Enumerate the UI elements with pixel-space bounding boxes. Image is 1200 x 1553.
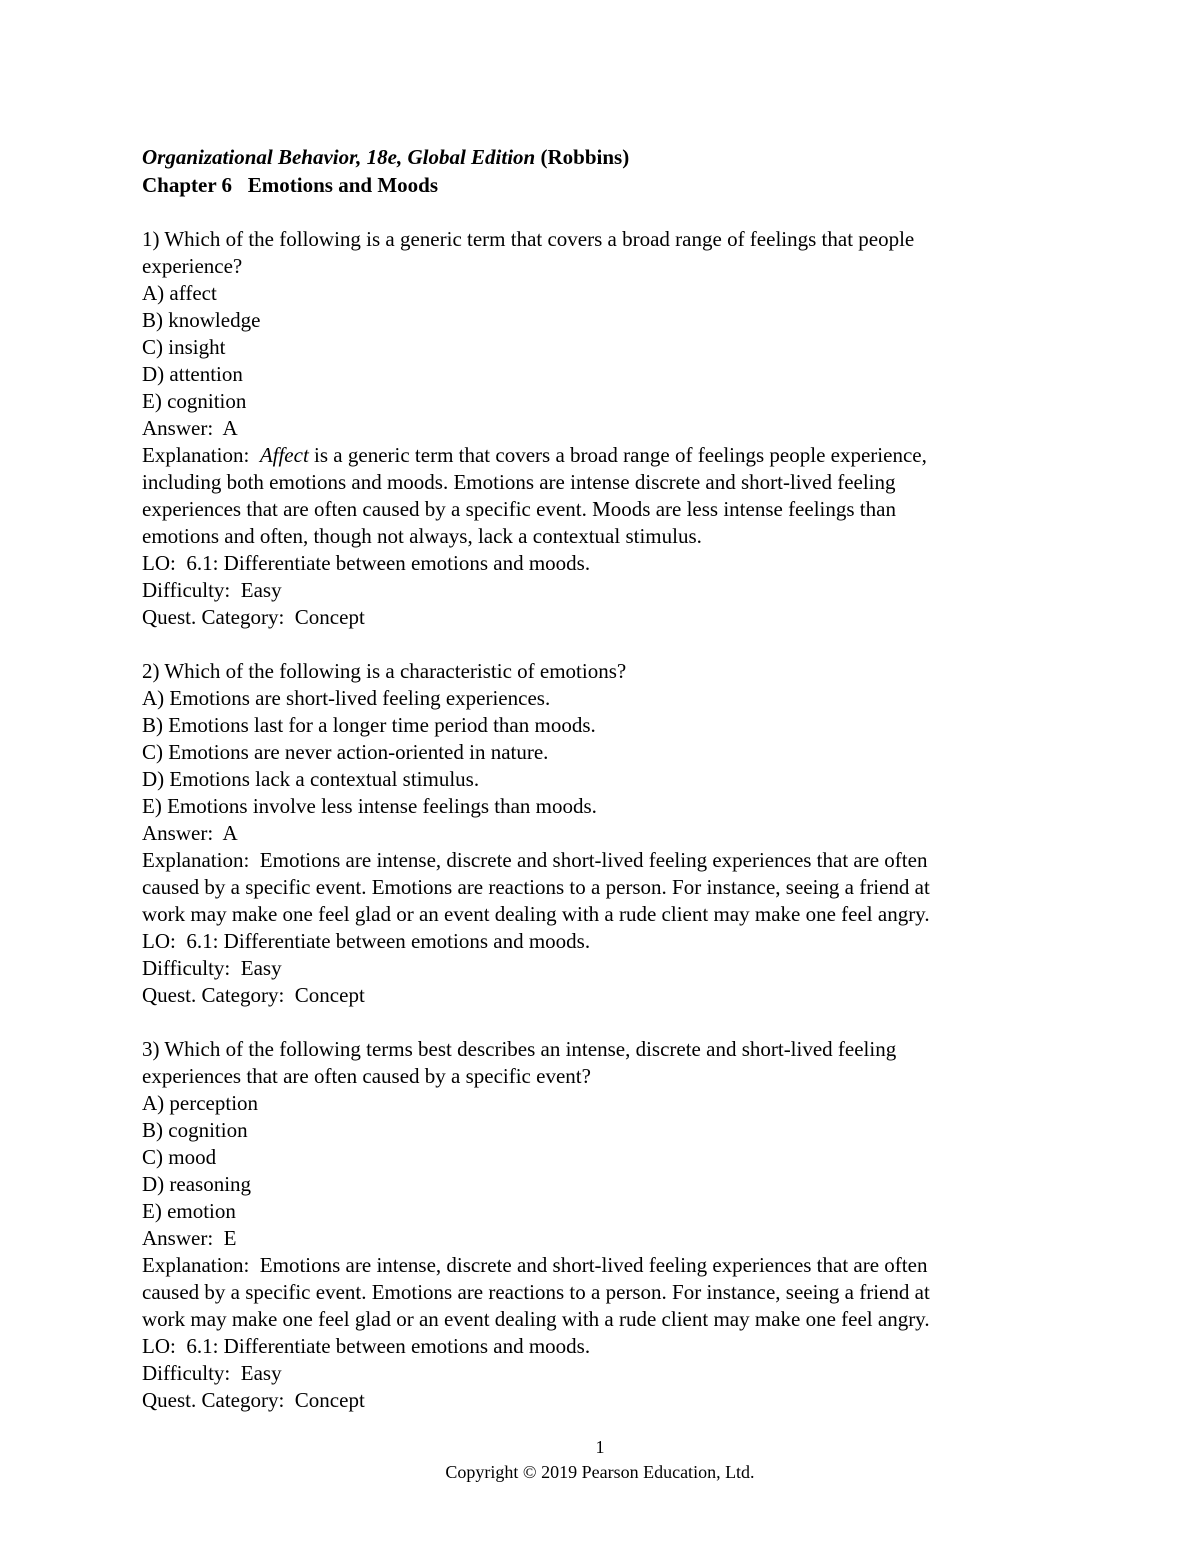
answer: Answer: A	[142, 416, 238, 440]
option-d: D) Emotions lack a contextual stimulus.	[142, 767, 480, 791]
learning-objective: LO: 6.1: Differentiate between emotions and moods.	[142, 929, 591, 953]
page-number: 1	[595, 1437, 605, 1457]
question-1	[142, 226, 1042, 631]
explanation-line: including both emotions and moods. Emotions are intense discrete and short-lived feeling	[142, 470, 896, 494]
option-a: A) Emotions are short-lived feeling experiences.	[142, 686, 551, 710]
question-category: Quest. Category: Concept	[142, 605, 365, 629]
learning-objective: LO: 6.1: Differentiate between emotions and moods.	[142, 1334, 591, 1358]
spacer	[142, 1009, 1042, 1036]
option-c: C) Emotions are never action-oriented in nature.	[142, 740, 549, 764]
question-stem-cont: experience?	[142, 254, 243, 278]
book-title-line	[142, 143, 1042, 171]
spacer	[142, 199, 1042, 226]
option-e: E) cognition	[142, 389, 247, 413]
difficulty: Difficulty: Easy	[142, 956, 282, 980]
question-stem: 2) Which of the following is a characteristic of emotions?	[142, 659, 627, 683]
option-a: A) affect	[142, 281, 217, 305]
book-title: Organizational Behavior, 18e, Global Edition	[142, 145, 536, 169]
answer: Answer: A	[142, 821, 238, 845]
option-b: B) Emotions last for a longer time period than moods.	[142, 713, 596, 737]
copyright-notice: Copyright © 2019 Pearson Education, Ltd.	[445, 1462, 755, 1482]
question-category: Quest. Category: Concept	[142, 983, 365, 1007]
question-category: Quest. Category: Concept	[142, 1388, 365, 1412]
difficulty: Difficulty: Easy	[142, 578, 282, 602]
explanation-line: work may make one feel glad or an event dealing with a rude client may make one feel angry.	[142, 902, 930, 926]
difficulty: Difficulty: Easy	[142, 1361, 282, 1385]
question-stem-cont: experiences that are often caused by a specific event?	[142, 1064, 591, 1088]
option-e: E) emotion	[142, 1199, 236, 1223]
document-body	[142, 143, 1042, 1414]
explanation-line: Explanation: Emotions are intense, discrete and short-lived feeling experiences that are often	[142, 848, 928, 872]
answer: Answer: E	[142, 1226, 237, 1250]
spacer	[142, 631, 1042, 658]
explanation-line: caused by a specific event. Emotions are reactions to a person. For instance, seeing a friend at	[142, 875, 930, 899]
option-c: C) mood	[142, 1145, 217, 1169]
explanation-line: Explanation: Emotions are intense, discrete and short-lived feeling experiences that are often	[142, 1253, 928, 1277]
explanation-emphasis: Affect	[259, 443, 309, 467]
learning-objective: LO: 6.1: Differentiate between emotions and moods.	[142, 551, 591, 575]
chapter-heading: Chapter 6 Emotions and Moods	[142, 173, 438, 197]
explanation-line	[142, 442, 1042, 469]
explanation-text: is a generic term that covers a broad range of feelings people experience,	[308, 443, 927, 467]
explanation-label: Explanation:	[142, 443, 260, 467]
option-c: C) insight	[142, 335, 226, 359]
option-b: B) cognition	[142, 1118, 248, 1142]
option-a: A) perception	[142, 1091, 259, 1115]
explanation-line: caused by a specific event. Emotions are reactions to a person. For instance, seeing a friend at	[142, 1280, 930, 1304]
option-e: E) Emotions involve less intense feelings than moods.	[142, 794, 597, 818]
book-author: (Robbins)	[535, 145, 630, 169]
question-stem: 1) Which of the following is a generic term that covers a broad range of feelings that people	[142, 227, 915, 251]
explanation-line: experiences that are often caused by a specific event. Moods are less intense feelings than	[142, 497, 896, 521]
question-stem: 3) Which of the following terms best describes an intense, discrete and short-lived feeling	[142, 1037, 897, 1061]
explanation-line: emotions and often, though not always, lack a contextual stimulus.	[142, 524, 702, 548]
question-2	[142, 658, 1042, 1009]
option-d: D) reasoning	[142, 1172, 252, 1196]
option-b: B) knowledge	[142, 308, 261, 332]
explanation-line: work may make one feel glad or an event dealing with a rude client may make one feel angry.	[142, 1307, 930, 1331]
option-d: D) attention	[142, 362, 243, 386]
question-3	[142, 1036, 1042, 1414]
